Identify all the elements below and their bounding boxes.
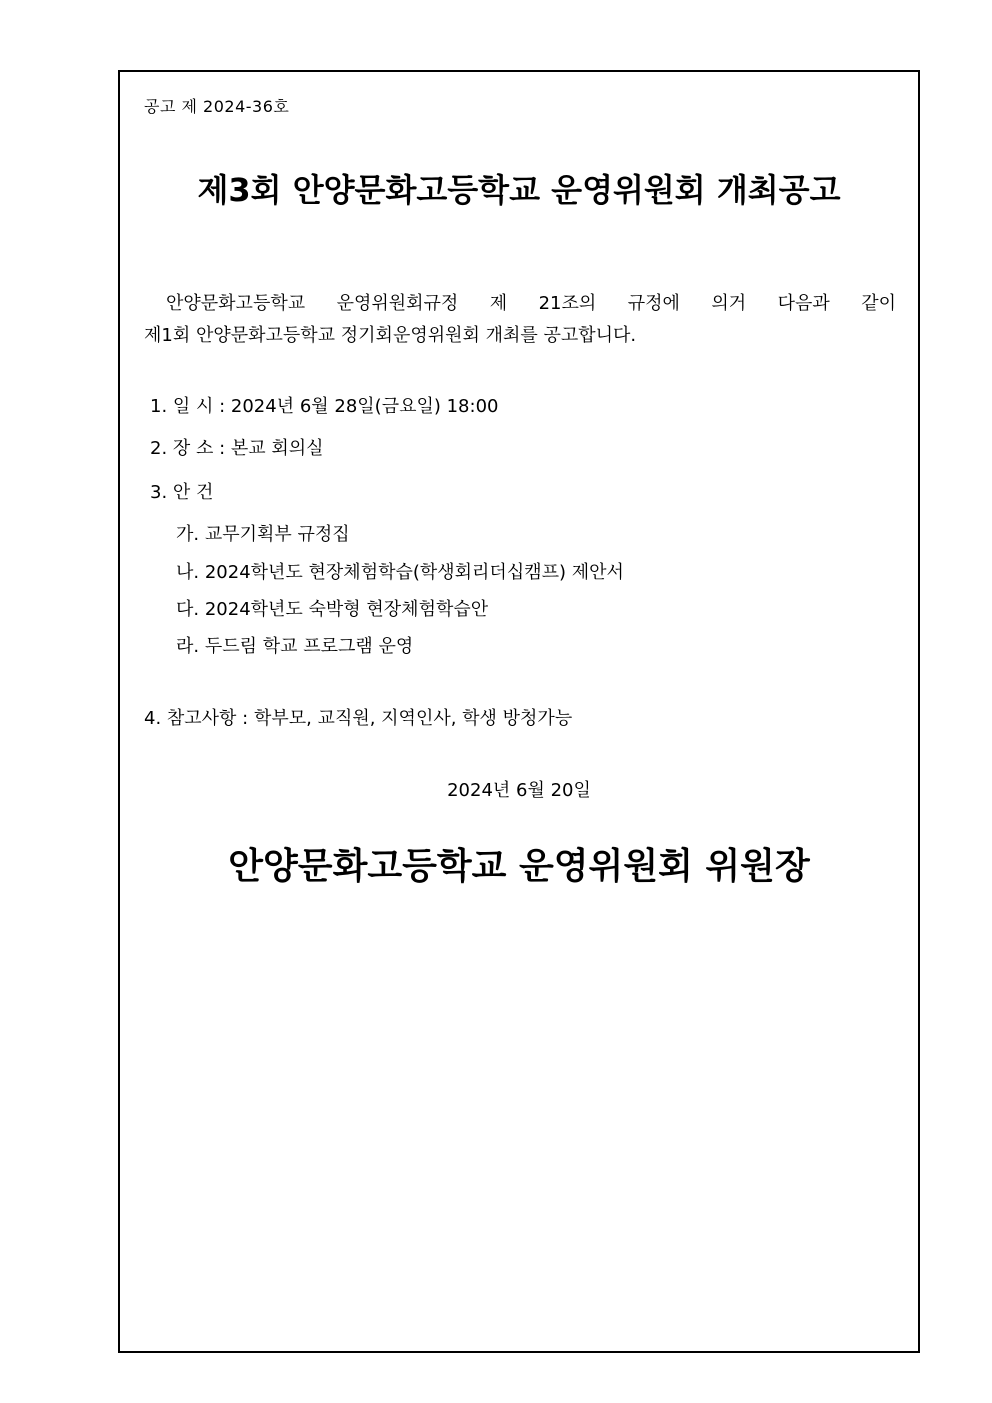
- intro-paragraph: [144, 288, 896, 352]
- item-schedule: 1. 일 시 : 2024년 6월 28일(금요일) 18:00: [150, 396, 499, 417]
- agenda-item: 다. 2024학년도 숙박형 현장체험학습안: [176, 599, 489, 620]
- agenda-item: 라. 두드림 학교 프로그램 운영: [176, 636, 414, 657]
- notice-number: 공고 제 2024-36호: [144, 97, 290, 116]
- intro-line: 안양문화고등학교 운영위원회규정 제 21조의 규정에 의거 다음과 같이: [166, 293, 896, 314]
- agenda-item: 가. 교무기획부 규정집: [176, 524, 350, 545]
- agenda-item: 나. 2024학년도 현장체험학습(학생회리더십캠프) 제안서: [176, 562, 624, 583]
- item-reference: 4. 참고사항 : 학부모, 교직원, 지역인사, 학생 방청가능: [144, 708, 573, 729]
- item-agenda-heading: 3. 안 건: [150, 482, 214, 503]
- document-title: 제3회 안양문화고등학교 운영위원회 개최공고: [197, 171, 841, 209]
- intro-line: 제1회 안양문화고등학교 정기회운영위원회 개최를 공고합니다.: [144, 325, 637, 346]
- notice-date: 2024년 6월 20일: [447, 780, 591, 801]
- item-location: 2. 장 소 : 본교 회의실: [150, 438, 324, 459]
- signature-line: 안양문화고등학교 운영위원회 위원장: [228, 846, 810, 887]
